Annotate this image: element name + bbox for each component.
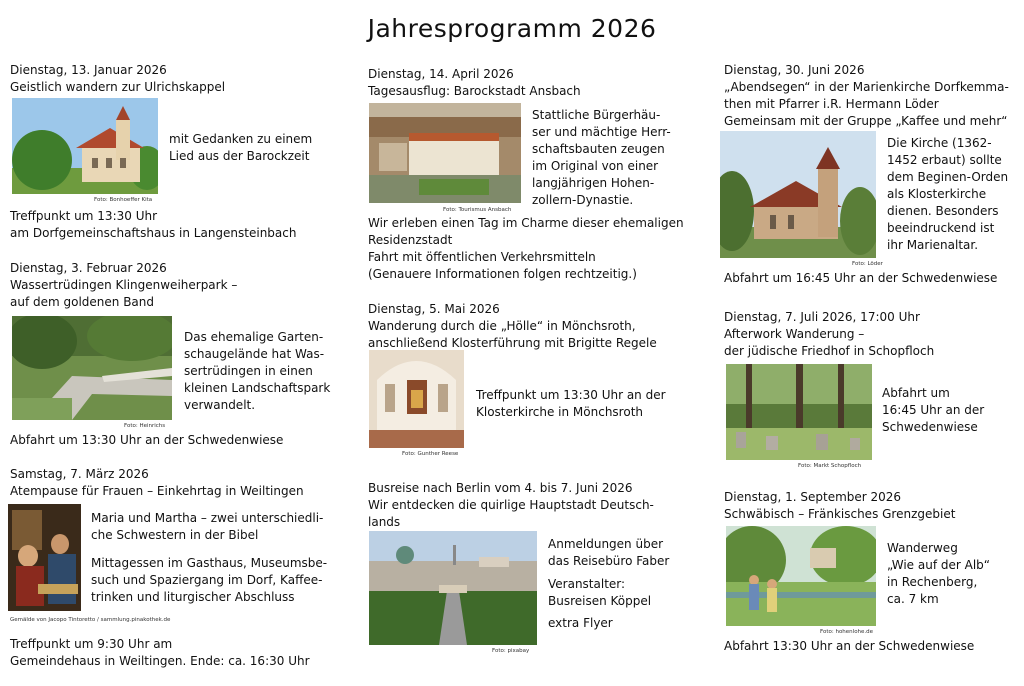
description-line: als Klosterkirche bbox=[887, 187, 987, 201]
description-line: langjährigen Hohen- bbox=[532, 176, 655, 190]
description-line: Busreisen Köppel bbox=[548, 594, 652, 608]
footer-line: Wir erleben einen Tag im Charme dieser ehemaligen bbox=[368, 216, 684, 230]
description-line: dienen. Besonders bbox=[887, 204, 999, 218]
description-line: ser und mächtige Herr- bbox=[532, 125, 671, 139]
event-heading: Afterwork Wanderung – bbox=[724, 327, 865, 341]
event-date: Samstag, 7. März 2026 bbox=[10, 467, 149, 481]
event-description bbox=[882, 385, 984, 436]
event-date: Dienstag, 30. Juni 2026 bbox=[724, 63, 865, 77]
description-line: Maria und Martha – zwei unterschiedli- bbox=[91, 511, 324, 525]
event-ansbach bbox=[368, 66, 581, 100]
description-line: sertrüdingen in einen bbox=[184, 364, 313, 378]
photo-berlin bbox=[369, 531, 537, 645]
event-heading: der jüdische Friedhof in Schopfloch bbox=[724, 344, 935, 358]
description-line: Treffpunkt um 13:30 Uhr an der bbox=[476, 388, 666, 402]
description-line: dem Beginen-Orden bbox=[887, 170, 1009, 184]
event-ulrichskappel bbox=[10, 62, 225, 96]
photo-credit: Foto: Löder bbox=[852, 261, 883, 267]
photo-credit: Foto: pixabay bbox=[492, 648, 530, 654]
description-line: Schwedenwiese bbox=[882, 420, 978, 434]
photo-juedischer-friedhof bbox=[726, 364, 872, 460]
footer-line: am Dorfgemeinschaftshaus in Langensteinbach bbox=[10, 226, 297, 240]
event-date: Busreise nach Berlin vom 4. bis 7. Juni 2026 bbox=[368, 481, 633, 495]
event-description bbox=[476, 387, 666, 421]
description-line: schaftsbauten zeugen bbox=[532, 142, 665, 156]
photo-ulrichskappel bbox=[12, 98, 158, 194]
event-heading: Wir entdecken die quirlige Hauptstadt Deutsch- bbox=[368, 498, 654, 512]
event-meeting-point bbox=[10, 636, 310, 670]
event-organizer bbox=[548, 576, 651, 610]
event-berlin bbox=[368, 480, 654, 531]
event-meeting-point bbox=[10, 208, 296, 242]
event-moenchsroth bbox=[368, 301, 657, 352]
photo-credit: Foto: Markt Schopfloch bbox=[798, 463, 862, 469]
photo-credit: Foto: hohenlohe.de bbox=[820, 629, 874, 635]
event-klingenweiherpark bbox=[10, 260, 237, 311]
description-line: such und Spaziergang im Dorf, Kaffee- bbox=[91, 573, 323, 587]
event-heading: Schwäbisch – Fränkisches Grenzgebiet bbox=[724, 507, 956, 521]
event-registration bbox=[548, 536, 669, 570]
event-description bbox=[887, 540, 990, 608]
photo-ansbach bbox=[369, 103, 521, 203]
event-date: Dienstag, 13. Januar 2026 bbox=[10, 63, 167, 77]
description-line: che Schwestern in der Bibel bbox=[91, 528, 259, 542]
photo-credit: Foto: Gunther Reese bbox=[402, 451, 459, 457]
photo-tintoretto-painting bbox=[8, 504, 81, 611]
description-line: Mittagessen im Gasthaus, Museumsbe- bbox=[91, 556, 328, 570]
description-line: 16:45 Uhr an der bbox=[882, 403, 985, 417]
description-line: beeindruckend ist bbox=[887, 221, 995, 235]
event-heading: lands bbox=[368, 515, 401, 529]
description-line: zollern-Dynastie. bbox=[532, 193, 634, 207]
description-line: Wanderweg bbox=[887, 541, 958, 555]
description-line: „Wie auf der Alb“ bbox=[887, 558, 990, 572]
description-line: verwandelt. bbox=[184, 398, 256, 412]
event-heading: Geistlich wandern zur Ulrichskappel bbox=[10, 80, 226, 94]
event-program bbox=[91, 555, 327, 606]
description-line: 1452 erbaut) sollte bbox=[887, 153, 1002, 167]
description-line: schaugelände hat Was- bbox=[184, 347, 325, 361]
event-description bbox=[91, 510, 323, 544]
description-line: im Original von einer bbox=[532, 159, 659, 173]
event-date: Dienstag, 14. April 2026 bbox=[368, 67, 514, 81]
event-description bbox=[184, 329, 330, 414]
event-description bbox=[532, 107, 671, 209]
description-line: trinken und liturgischer Abschluss bbox=[91, 590, 295, 604]
description-line: Anmeldungen über bbox=[548, 537, 664, 551]
photo-rechenberg bbox=[726, 526, 876, 626]
event-afterwork-wanderung bbox=[724, 309, 934, 360]
event-departure bbox=[724, 270, 997, 287]
description-line: Abfahrt um bbox=[882, 386, 950, 400]
event-heading: anschließend Klosterführung mit Brigitte Regele bbox=[368, 336, 657, 350]
description-line: ihr Marienaltar. bbox=[887, 238, 979, 252]
footer-line: Gemeindehaus in Weiltingen. Ende: ca. 16:30 Uhr bbox=[10, 654, 310, 668]
event-heading: Gemeinsam mit der Gruppe „Kaffee und mehr“ bbox=[724, 114, 1008, 128]
description-line: das Reisebüro Faber bbox=[548, 554, 670, 568]
photo-credit: Foto: Heinrichs bbox=[124, 423, 166, 429]
event-heading: auf dem goldenen Band bbox=[10, 295, 155, 309]
event-date: Dienstag, 7. Juli 2026, 17:00 Uhr bbox=[724, 310, 920, 324]
description-line: extra Flyer bbox=[548, 616, 613, 630]
event-heading: Tagesausflug: Barockstadt Ansbach bbox=[368, 84, 581, 98]
footer-line: Residenzstadt bbox=[368, 233, 453, 247]
photo-credit: Foto: Bonhoeffer Kita bbox=[94, 197, 153, 203]
description-line: Lied aus der Barockzeit bbox=[169, 149, 310, 163]
event-description bbox=[169, 131, 312, 165]
description-line: mit Gedanken zu einem bbox=[169, 132, 313, 146]
event-heading: Atempause für Frauen – Einkehrtag in Weiltingen bbox=[10, 484, 304, 498]
footer-line: Abfahrt um 13:30 Uhr an der Schwedenwiese bbox=[10, 433, 284, 447]
description-line: kleinen Landschaftspark bbox=[184, 381, 331, 395]
event-heading: Wanderung durch die „Hölle“ in Mönchsroth, bbox=[368, 319, 636, 333]
photo-klingenweiherpark bbox=[12, 316, 172, 420]
footer-line: (Genauere Informationen folgen rechtzeitig.) bbox=[368, 267, 637, 281]
footer-line: Treffpunkt um 13:30 Uhr bbox=[10, 209, 158, 223]
event-details bbox=[368, 215, 684, 283]
event-abendsegen bbox=[724, 62, 1009, 130]
event-date: Dienstag, 5. Mai 2026 bbox=[368, 302, 500, 316]
description-line: Veranstalter: bbox=[548, 577, 626, 591]
description-line: ca. 7 km bbox=[887, 592, 939, 606]
event-heading: „Abendsegen“ in der Marienkirche Dorfkemma- bbox=[724, 80, 1009, 94]
footer-line: Abfahrt um 16:45 Uhr an der Schwedenwiese bbox=[724, 271, 998, 285]
event-departure bbox=[10, 432, 283, 449]
event-date: Dienstag, 1. September 2026 bbox=[724, 490, 902, 504]
photo-marienkirche bbox=[720, 131, 876, 258]
event-departure bbox=[724, 638, 974, 655]
photo-credit: Gemälde von Jacopo Tintoretto / sammlung.pinakothek.de bbox=[10, 617, 171, 623]
description-line: in Rechenberg, bbox=[887, 575, 978, 589]
footer-line: Treffpunkt um 9:30 Uhr am bbox=[10, 637, 173, 651]
event-heading: then mit Pfarrer i.R. Hermann Löder bbox=[724, 97, 939, 111]
event-date: Dienstag, 3. Februar 2026 bbox=[10, 261, 167, 275]
event-flyer-note bbox=[548, 615, 613, 632]
page-title: Jahresprogramm 2026 bbox=[367, 14, 657, 43]
event-description bbox=[887, 135, 1008, 254]
description-line: Klosterkirche in Mönchsroth bbox=[476, 405, 644, 419]
event-atempause bbox=[10, 466, 304, 500]
description-line: Das ehemalige Garten- bbox=[184, 330, 324, 344]
event-grenzgebiet bbox=[724, 489, 955, 523]
photo-credit: Foto: Tourismus Ansbach bbox=[443, 207, 512, 213]
description-line: Stattliche Bürgerhäu- bbox=[532, 108, 661, 122]
photo-klosterkirche bbox=[369, 350, 464, 448]
footer-line: Fahrt mit öffentlichen Verkehrsmitteln bbox=[368, 250, 596, 264]
event-heading: Wassertrüdingen Klingenweiherpark – bbox=[10, 278, 238, 292]
footer-line: Abfahrt 13:30 Uhr an der Schwedenwiese bbox=[724, 639, 975, 653]
description-line: Die Kirche (1362- bbox=[887, 136, 992, 150]
